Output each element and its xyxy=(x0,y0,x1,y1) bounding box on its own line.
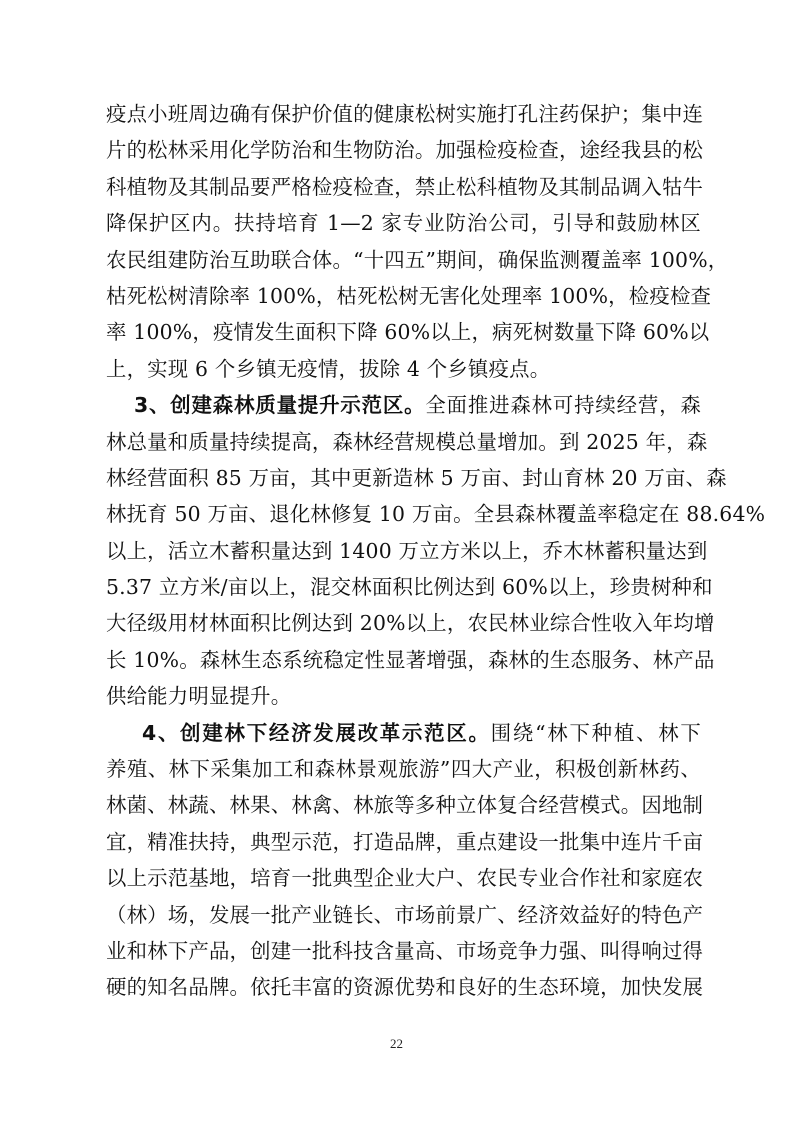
text-line: 枯死松树清除率 100%，枯死松树无害化处理率 100%，检疫检查 xyxy=(106,283,712,308)
page-number: 22 xyxy=(390,1036,403,1051)
paragraph-pine-wilt-control xyxy=(106,96,729,387)
text-line: 业和林下产品，创建一批科技含量高、市场竞争力强、叫得响过得 xyxy=(106,938,704,963)
text-line: 大径级用材林面积比例达到 20%以上，农民林业综合性收入年均增 xyxy=(106,611,715,636)
text-line: 长 10%。森林生态系统稳定性显著增强，森林的生态服务、林产品 xyxy=(106,647,715,672)
text-line: 供给能力明显提升。 xyxy=(106,684,292,709)
text-line xyxy=(106,715,701,751)
text-line: 以上，活立木蓄积量达到 1400 万立方米以上，乔木林蓄积量达到 xyxy=(106,538,708,563)
text-line: 林抚育 50 万亩、退化林修复 10 万亩。全县森林覆盖率稳定在 88.64% xyxy=(106,502,766,527)
text-line: 林菌、林蔬、林果、林禽、林旅等多种立体复合经营模式。因地制 xyxy=(106,793,704,818)
text-line: 疫点小班周边确有保护价值的健康松树实施打孔注药保护；集中连 xyxy=(106,102,704,126)
text-span: 全面推进森林可持续经营，森 xyxy=(425,393,701,418)
text-line xyxy=(106,387,701,423)
section-heading: 4、创建林下经济发展改革示范区。 xyxy=(142,720,491,745)
text-line: 降保护区内。扶持培育 1—2 家专业防治公司，引导和鼓励林区 xyxy=(106,211,701,236)
text-line: 以上示范基地，培育一批典型企业大户、农民专业合作社和家庭农 xyxy=(106,866,704,891)
text-line: 养殖、林下采集加工和森林景观旅游”四大产业，积极创新林药、 xyxy=(106,757,701,782)
text-line: 农民组建防治互助联合体。“十四五”期间，确保监测覆盖率 100%， xyxy=(106,247,729,272)
text-line: 宜，精准扶持，典型示范，打造品牌，重点建设一批集中连片千亩 xyxy=(106,829,704,854)
text-line: 林总量和质量持续提高，森林经营规模总量增加。到 2025 年，森 xyxy=(106,429,708,454)
text-line: 硬的知名品牌。依托丰富的资源优势和良好的生态环境，加快发展 xyxy=(106,975,704,1000)
text-line: 片的松林采用化学防治和生物防治。加强检疫检查，途经我县的松 xyxy=(106,138,704,163)
paragraph-forest-quality xyxy=(106,387,766,715)
section-heading: 3、创建森林质量提升示范区。 xyxy=(134,393,426,418)
text-span: 围绕“林下种植、林下 xyxy=(490,720,701,745)
text-line: 5.37 立方米/亩以上，混交林面积比例达到 60%以上，珍贵树种和 xyxy=(106,575,713,600)
text-line: 科植物及其制品要严格检疫检查，禁止松科植物及其制品调入牯牛 xyxy=(106,174,704,199)
text-line: （林）场，发展一批产业链长、市场前景广、经济效益好的特色产 xyxy=(106,902,704,927)
document-body xyxy=(106,96,766,1006)
text-line: 林经营面积 85 万亩，其中更新造林 5 万亩、封山育林 20 万亩、森 xyxy=(106,465,727,490)
paragraph-understory-economy xyxy=(106,715,704,1006)
text-line: 上，实现 6 个乡镇无疫情，拔除 4 个乡镇疫点。 xyxy=(106,356,551,381)
text-line: 率 100%，疫情发生面积下降 60%以上，病死树数量下降 60%以 xyxy=(106,320,710,345)
